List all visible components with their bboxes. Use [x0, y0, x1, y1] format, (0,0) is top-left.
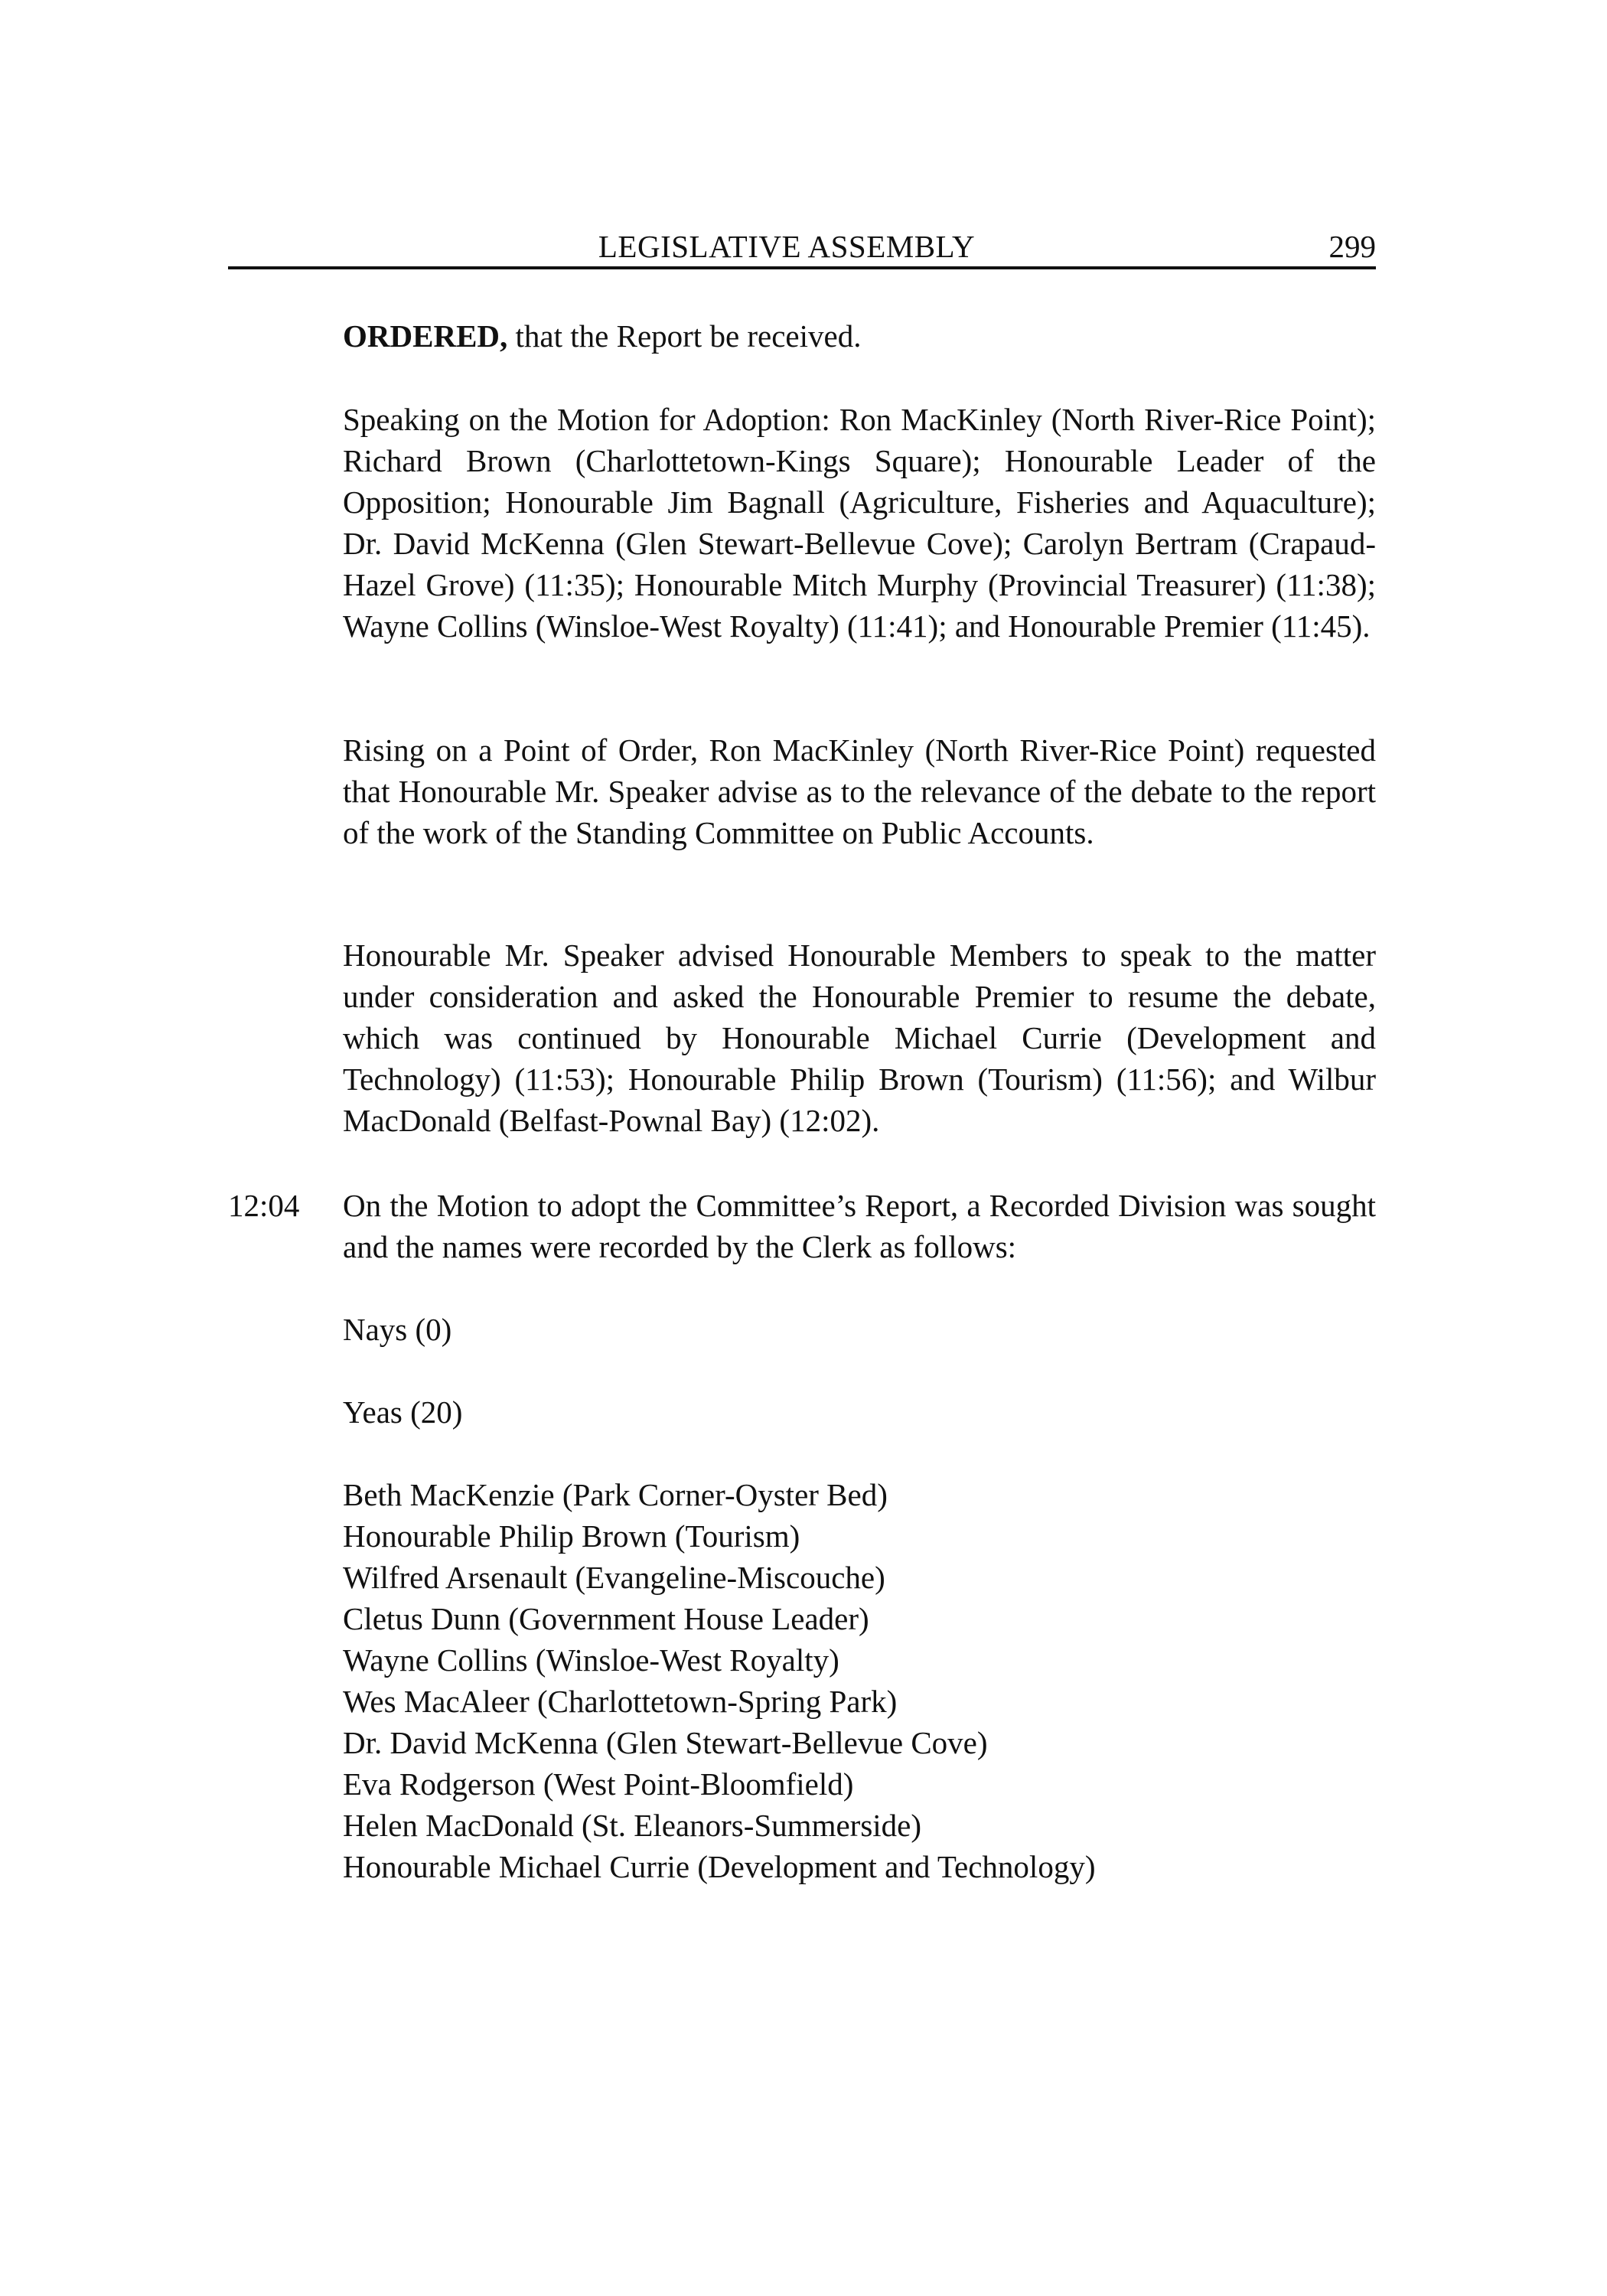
yeas-name-list	[343, 1474, 1376, 1887]
ordered-statement	[343, 315, 1376, 357]
division-paragraph: On the Motion to adopt the Committee’s Report, a Recorded Division was sought and the names were recorded by the Clerk as follows:	[343, 1188, 1376, 1264]
ordered-text: that the Report be received.	[507, 318, 862, 354]
yeas-count: Yeas (20)	[343, 1394, 463, 1430]
nays-count: Nays (0)	[343, 1312, 452, 1347]
page-header	[228, 227, 1376, 266]
speaker-advised-paragraph: Honourable Mr. Speaker advised Honourable Members to speak to the matter under consideration and asked the Honourable Premier to resume the debate, which was continued by Honourable Michael Currie (Development and Technology) (11:53); Honourable Philip Brown (Tourism) (11:56); and Wilbur MacDonald (Belfast-Pownal Bay) (12:02).	[343, 938, 1376, 1138]
page-number: 299	[1328, 229, 1376, 264]
list-item: Dr. David McKenna (Glen Stewart-Bellevue Cove)	[343, 1725, 988, 1760]
ordered-label: ORDERED,	[343, 318, 508, 354]
list-item: Cletus Dunn (Government House Leader)	[343, 1601, 869, 1636]
list-item: Wayne Collins (Winsloe-West Royalty)	[343, 1642, 839, 1678]
point-of-order-paragraph: Rising on a Point of Order, Ron MacKinley (North River-Rice Point) requested that Honourable Mr. Speaker advise as to the relevance of the debate to the report of the work of the Standing Committee on Public Accounts.	[343, 732, 1376, 850]
list-item: Beth MacKenzie (Park Corner-Oyster Bed)	[343, 1477, 888, 1512]
header-title: LEGISLATIVE ASSEMBLY	[598, 229, 976, 264]
list-item: Wes MacAleer (Charlottetown-Spring Park)	[343, 1684, 898, 1719]
list-item: Honourable Michael Currie (Development and Technology)	[343, 1849, 1096, 1884]
division-time: 12:04	[228, 1188, 300, 1223]
list-item: Helen MacDonald (St. Eleanors-Summerside)	[343, 1808, 922, 1843]
list-item: Honourable Philip Brown (Tourism)	[343, 1518, 800, 1554]
speaking-paragraph: Speaking on the Motion for Adoption: Ron MacKinley (North River-Rice Point); Richard Brown (Charlottetown-Kings Square); Honourable Leader of the Opposition; Honourable Jim Bagnall (Agriculture, Fisheries and Aquaculture); Dr. David McKenna (Glen Stewart-Bellevue Cove); Carolyn Bertram (Crapaud-Hazel Grove) (11:35); Honourable Mitch Murphy (Provincial Treasurer) (11:38); Wayne Collins (Winsloe-West Royalty) (11:41); and Honourable Premier (11:45).	[343, 402, 1376, 644]
header-rule	[228, 266, 1376, 269]
list-item: Eva Rodgerson (West Point-Bloomfield)	[343, 1766, 854, 1802]
list-item: Wilfred Arsenault (Evangeline-Miscouche)	[343, 1560, 885, 1595]
